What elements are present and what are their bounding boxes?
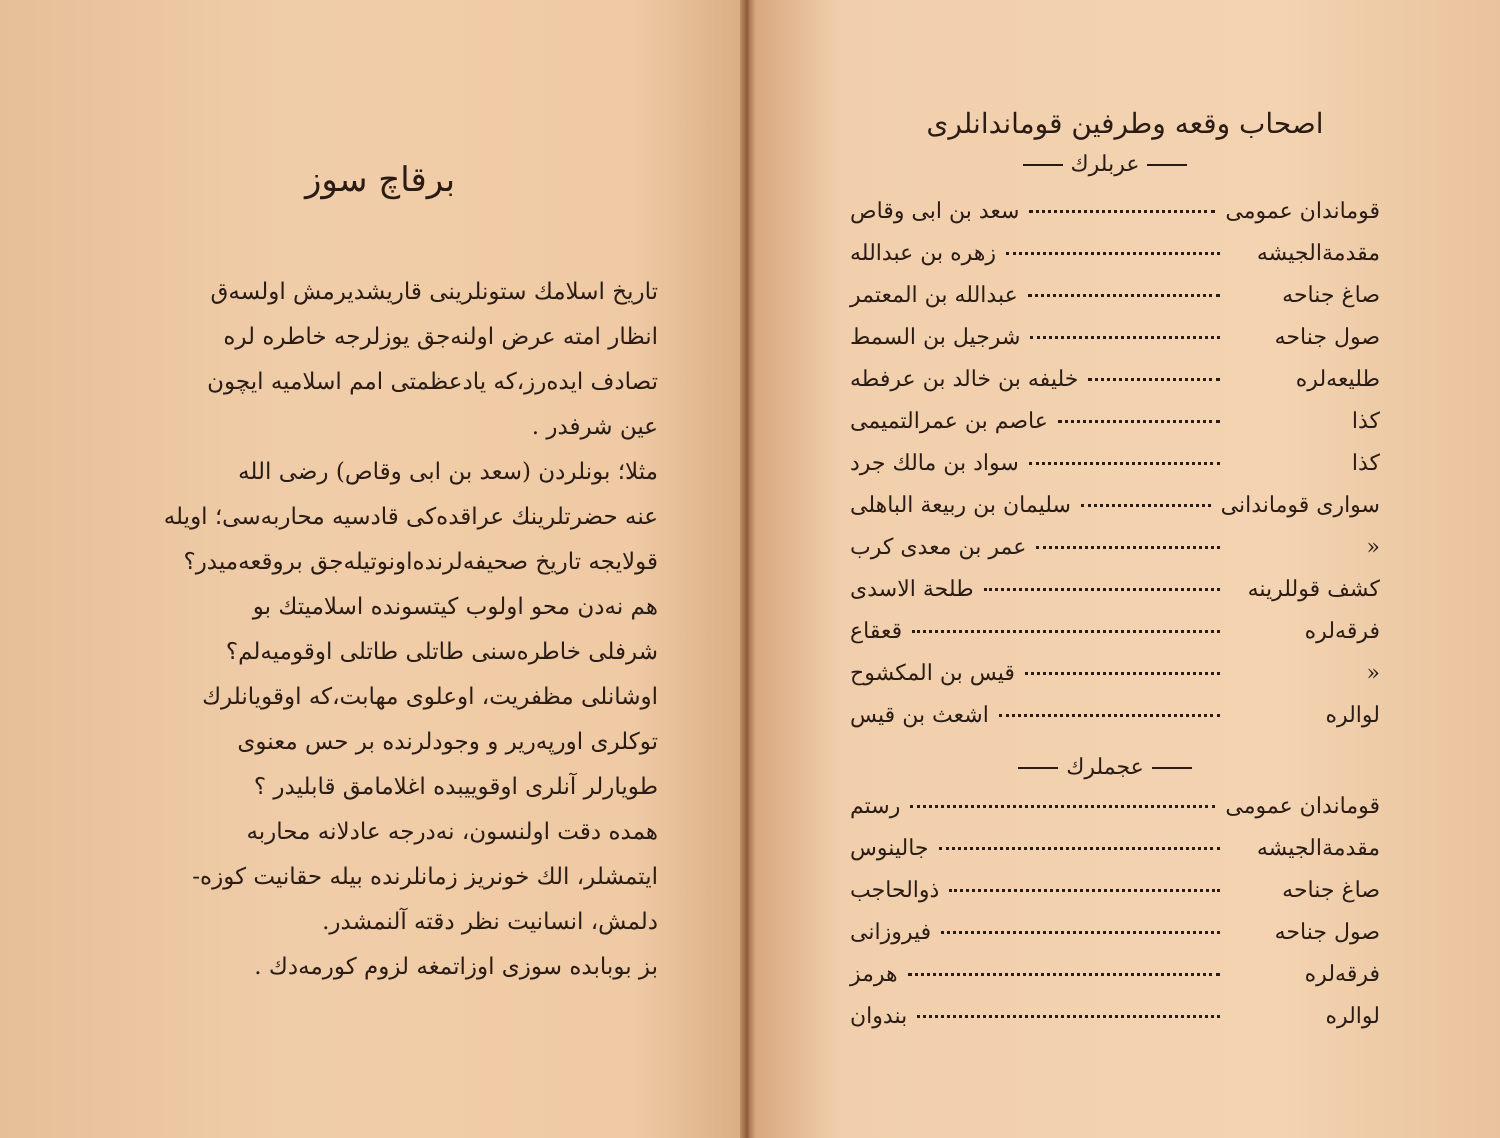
leader-dots: [1029, 210, 1215, 213]
commander-role: طلیعەلرە: [1295, 366, 1380, 392]
commander-row: [850, 232, 1380, 274]
text-line: بز بوبابدە سوزی اوزاتمغە لزوم كورمەدك .: [254, 954, 658, 980]
commander-role: صول جناحە: [1274, 919, 1380, 945]
commander-name: سلیمان بن ربیعة الباهلی: [850, 492, 1071, 518]
text-line: ایتمشلر، الك خونریز زمانلرندە بیلە حقانیت كوزە-: [192, 864, 658, 890]
leader-dots: [917, 1015, 1220, 1018]
text-line: قولایجە تاریخ صحیفەلرندەاونوتیلەجق بروقعەمیدر؟: [183, 549, 658, 575]
leader-dots: [1030, 336, 1220, 339]
commander-name: عاصم بن عمرالتمیمی: [850, 408, 1048, 434]
commander-row: [850, 316, 1380, 358]
leader-dots: [949, 889, 1220, 892]
commander-role: صاغ جناحە: [1282, 877, 1380, 903]
commander-name: بندوان: [850, 1003, 908, 1029]
commander-row: [850, 274, 1380, 316]
commander-row: [850, 442, 1380, 484]
text-line: هم نەدن محو اولوب كیتسوندە اسلامیتك بو: [252, 594, 658, 620]
text-line: عنە حضرتلرینك عراقدەكی قادسیە محاربەسی؛ اویلە: [163, 504, 658, 530]
commander-name: عمر بن معدی كرب: [850, 534, 1027, 560]
text-line: تصادف ایدەرز،كە یادعظمتی امم اسلامیە ایچون: [207, 369, 658, 395]
leader-dots: [912, 630, 1220, 633]
commander-role: صول جناحە: [1274, 324, 1380, 350]
commander-name: جالینوس: [850, 835, 929, 861]
commander-role: مقدمةالجیشە: [1256, 240, 1380, 266]
text-line: تاریخ اسلامك ستونلرینی قاریشدیرمش اولسەق: [210, 279, 658, 305]
commander-role: صاغ جناحە: [1282, 282, 1380, 308]
commander-row: [850, 785, 1380, 827]
commander-row: [850, 869, 1380, 911]
commander-role: «: [1366, 660, 1380, 686]
paragraph-5: [118, 945, 658, 990]
commander-name: ذوالحاجب: [850, 877, 940, 903]
heading-dash: [1147, 164, 1187, 166]
commander-name: هرمز: [850, 961, 898, 987]
heading-dash: [1152, 767, 1192, 769]
paragraph-1: [118, 270, 658, 450]
leader-dots: [1029, 462, 1220, 465]
leader-dots: [910, 805, 1215, 808]
leader-dots: [1006, 252, 1220, 255]
commander-name: طلحة الاسدی: [850, 576, 974, 602]
paragraph-3: [118, 675, 658, 810]
right-page-title: اصحاب وقعە وطرفین قوماندانلری: [926, 107, 1324, 140]
commander-name: خلیفە بن خالد بن عرفطە: [850, 366, 1079, 392]
commander-role: «: [1366, 534, 1380, 560]
commander-name: فیروزانی: [850, 919, 932, 945]
paragraph-2: [118, 450, 658, 675]
leader-dots: [1036, 546, 1220, 549]
left-page-body: [118, 270, 658, 990]
commander-name: قیس بن المكشوح: [850, 660, 1015, 686]
commander-name: شرجیل بن السمط: [850, 324, 1021, 350]
paragraph-4: [118, 810, 658, 945]
leader-dots: [1028, 294, 1220, 297]
commander-row: [850, 911, 1380, 953]
commander-role: كذا: [1351, 450, 1380, 476]
commander-row: [850, 484, 1380, 526]
commander-role: لوالرە: [1325, 702, 1380, 728]
leader-dots: [939, 847, 1220, 850]
leader-dots: [1081, 504, 1211, 507]
text-line: توكلری اورپەریر و وجودلرندە بر حس معنوی: [237, 729, 658, 755]
commander-row: [850, 358, 1380, 400]
commander-name: سواد بن مالك جرد: [850, 450, 1019, 476]
heading-dash: [1018, 767, 1058, 769]
commander-role: قوماندان عمومی: [1225, 793, 1380, 819]
commander-role: قوماندان عمومی: [1225, 198, 1380, 224]
commander-name: اشعث بن قیس: [850, 702, 989, 728]
commander-row: [850, 526, 1380, 568]
commander-role: سواری قوماندانی: [1220, 492, 1380, 518]
commander-role: كذا: [1351, 408, 1380, 434]
commander-row: [850, 400, 1380, 442]
commander-role: لوالرە: [1325, 1003, 1380, 1029]
commander-row: [850, 610, 1380, 652]
text-line: اوشانلی مظفریت، اوعلوی مهابت،كە اوقویانلرك: [202, 684, 658, 710]
text-line: همدە دقت اولنسون، نەدرجە عادلانە محاربە: [246, 819, 658, 845]
commander-role: فرقەلرە: [1304, 961, 1380, 987]
book-spine: [740, 0, 756, 1138]
leader-dots: [1088, 378, 1220, 381]
text-line: عین شرفدر .: [531, 414, 658, 440]
commander-row: [850, 652, 1380, 694]
commander-name: عبدالله بن المعتمر: [850, 282, 1018, 308]
leader-dots: [999, 714, 1220, 717]
leader-dots: [1025, 672, 1220, 675]
persian-commanders-list: [850, 785, 1380, 1037]
commander-name: زهرە بن عبدالله: [850, 240, 996, 266]
commander-role: مقدمةالجیشە: [1256, 835, 1380, 861]
leader-dots: [941, 931, 1220, 934]
commander-row: [850, 827, 1380, 869]
arab-heading-label: عربلرك: [1070, 152, 1140, 177]
commander-name: سعد بن ابی وقاص: [850, 198, 1020, 224]
text-line: شرفلی خاطرەسنی طاتلی طاتلی اوقومیەلم؟: [225, 639, 658, 665]
commander-row: [850, 694, 1380, 736]
commander-role: فرقەلرە: [1304, 618, 1380, 644]
commander-row: [850, 953, 1380, 995]
text-line: طویارلر آنلری اوقوییبدە اغلامامق قابلیدر ؟: [253, 774, 658, 800]
persian-heading-label: عجملرك: [1066, 755, 1144, 780]
commander-row: [850, 568, 1380, 610]
commander-name: رستم: [850, 793, 901, 819]
commander-role: كشف قوللرینە: [1247, 576, 1380, 602]
text-line: انظار امتە عرض اولنەجق یوزلرجە خاطرە لرە: [223, 324, 658, 350]
persian-heading: [1010, 748, 1200, 788]
left-page-title: برقاچ سوز: [304, 160, 456, 200]
leader-dots: [908, 973, 1220, 976]
arab-commanders-list: [850, 190, 1380, 736]
text-line: دلمش، انسانیت نظر دقتە آلنمشدر.: [322, 909, 658, 935]
text-line: مثلا؛ بونلردن (سعد بن ابی وقاص) رضی الله: [238, 459, 658, 485]
leader-dots: [984, 588, 1220, 591]
heading-dash: [1023, 164, 1063, 166]
commander-name: قعقاع: [850, 618, 903, 644]
arab-heading: [1010, 145, 1200, 185]
commander-row: [850, 995, 1380, 1037]
leader-dots: [1058, 420, 1220, 423]
commander-row: [850, 190, 1380, 232]
